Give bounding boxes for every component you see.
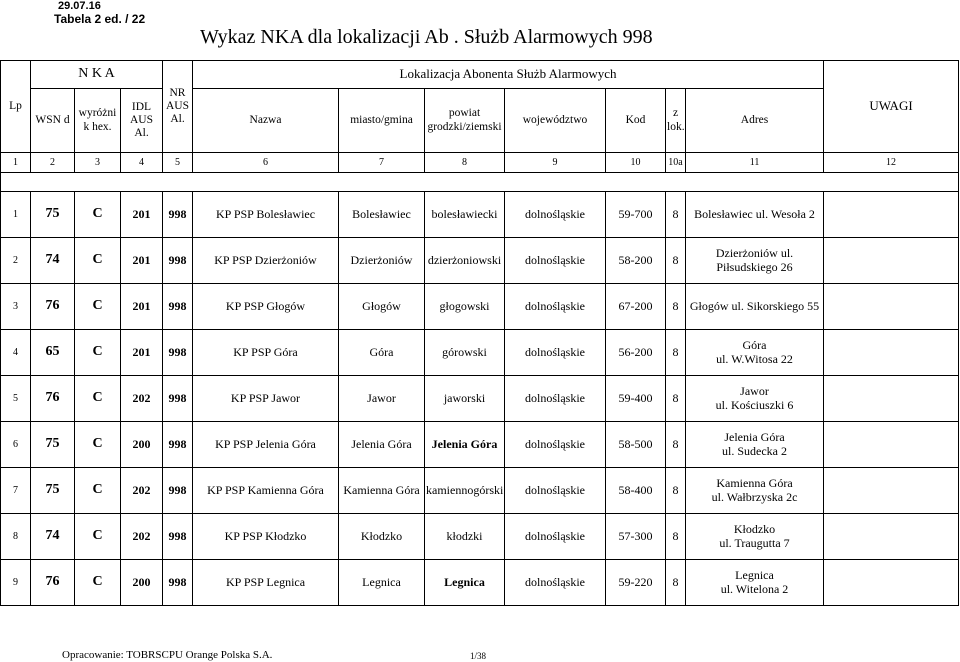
row-lp: 3 — [1, 284, 31, 330]
row-nazwa: KP PSP Jawor — [193, 376, 339, 422]
row-wojewodztwo: dolnośląskie — [505, 238, 606, 284]
page-title: Wykaz NKA dla lokalizacji Ab . Służb Alarmowych 998 — [200, 26, 653, 48]
row-adres — [686, 330, 824, 376]
row-zlok: 8 — [666, 376, 686, 422]
row-nazwa: KP PSP Dzierżoniów — [193, 238, 339, 284]
row-kod: 59-220 — [606, 560, 666, 606]
row-powiat: jaworski — [425, 376, 505, 422]
column-number: 12 — [824, 153, 959, 173]
row-nazwa: KP PSP Bolesławiec — [193, 192, 339, 238]
footer-prepared: Opracowanie: TOBRSCPU Orange Polska S.A. — [62, 649, 273, 661]
row-kod: 58-200 — [606, 238, 666, 284]
row-wsn: 74 — [31, 514, 75, 560]
row-nr: 998 — [163, 560, 193, 606]
row-uwagi — [824, 330, 959, 376]
row-wyrozni: C — [75, 468, 121, 514]
row-powiat: kamiennogórski — [425, 468, 505, 514]
row-miasto: Jelenia Góra — [339, 422, 425, 468]
row-uwagi — [824, 376, 959, 422]
table-row — [1, 376, 959, 422]
row-nazwa: KP PSP Góra — [193, 330, 339, 376]
column-number: 5 — [163, 153, 193, 173]
row-miasto: Bolesławiec — [339, 192, 425, 238]
row-wyrozni: C — [75, 376, 121, 422]
row-nr: 998 — [163, 330, 193, 376]
row-miasto: Legnica — [339, 560, 425, 606]
row-zlok: 8 — [666, 284, 686, 330]
row-adres-line1: Jelenia Góra — [724, 429, 785, 444]
row-nazwa: KP PSP Głogów — [193, 284, 339, 330]
page-number: 1/38 — [470, 651, 487, 661]
row-adres — [686, 560, 824, 606]
row-wyrozni: C — [75, 514, 121, 560]
document-date: 29.07.16 — [58, 0, 101, 12]
header-nr: NR AUS Al. — [163, 61, 193, 153]
row-wojewodztwo: dolnośląskie — [505, 514, 606, 560]
table-edition: Tabela 2 ed. / 22 — [54, 12, 146, 26]
row-wojewodztwo: dolnośląskie — [505, 560, 606, 606]
row-wsn: 75 — [31, 468, 75, 514]
row-idl: 200 — [121, 422, 163, 468]
header-kod: Kod — [606, 89, 666, 153]
header-nazwa: Nazwa — [193, 89, 339, 153]
row-lp: 5 — [1, 376, 31, 422]
row-wsn: 74 — [31, 238, 75, 284]
row-kod: 58-500 — [606, 422, 666, 468]
row-idl: 201 — [121, 330, 163, 376]
row-wyrozni: C — [75, 422, 121, 468]
row-wsn: 65 — [31, 330, 75, 376]
row-wsn: 76 — [31, 284, 75, 330]
row-wojewodztwo: dolnośląskie — [505, 284, 606, 330]
row-zlok: 8 — [666, 238, 686, 284]
row-lp: 7 — [1, 468, 31, 514]
row-nazwa: KP PSP Jelenia Góra — [193, 422, 339, 468]
row-miasto: Góra — [339, 330, 425, 376]
row-adres-line1: Kamienna Góra — [716, 475, 793, 490]
header-nka: N K A — [31, 61, 163, 89]
row-miasto: Głogów — [339, 284, 425, 330]
row-nazwa: KP PSP Kamienna Góra — [193, 468, 339, 514]
column-number: 10 — [606, 153, 666, 173]
row-adres-line1: Góra — [742, 337, 767, 352]
row-idl: 201 — [121, 192, 163, 238]
row-miasto: Dzierżoniów — [339, 238, 425, 284]
row-adres-line2: ul. W.Witosa 22 — [716, 351, 793, 366]
row-wojewodztwo: dolnośląskie — [505, 422, 606, 468]
row-adres-line2: ul. Witelona 2 — [720, 581, 789, 596]
row-adres-line2: ul. Kościuszki 6 — [715, 397, 794, 412]
column-number-row — [1, 153, 959, 173]
row-adres — [686, 192, 824, 238]
row-wojewodztwo: dolnośląskie — [505, 376, 606, 422]
table-row — [1, 330, 959, 376]
column-number: 10a — [666, 153, 686, 173]
row-uwagi — [824, 422, 959, 468]
column-number: 11 — [686, 153, 824, 173]
row-zlok: 8 — [666, 330, 686, 376]
row-kod: 57-300 — [606, 514, 666, 560]
column-number: 9 — [505, 153, 606, 173]
header-uwagi: UWAGI — [824, 61, 959, 153]
header-wsn: WSN d — [31, 89, 75, 153]
row-kod: 59-400 — [606, 376, 666, 422]
row-adres — [686, 514, 824, 560]
row-nr: 998 — [163, 514, 193, 560]
row-nazwa: KP PSP Kłodzko — [193, 514, 339, 560]
row-powiat: bolesławiecki — [425, 192, 505, 238]
row-adres — [686, 468, 824, 514]
row-adres-line2: ul. Traugutta 7 — [719, 535, 790, 550]
row-lp: 9 — [1, 560, 31, 606]
row-wyrozni: C — [75, 192, 121, 238]
row-kod: 58-400 — [606, 468, 666, 514]
row-nr: 998 — [163, 422, 193, 468]
table-row — [1, 422, 959, 468]
row-adres-line2: Piłsudskiego 26 — [716, 259, 793, 274]
row-powiat: górowski — [425, 330, 505, 376]
column-number: 1 — [1, 153, 31, 173]
row-wojewodztwo: dolnośląskie — [505, 330, 606, 376]
row-nr: 998 — [163, 376, 193, 422]
row-adres-line1: Legnica — [735, 567, 774, 582]
column-number: 6 — [193, 153, 339, 173]
row-powiat: kłodzki — [425, 514, 505, 560]
header-adres: Adres — [686, 89, 824, 153]
row-zlok: 8 — [666, 192, 686, 238]
table-row — [1, 514, 959, 560]
row-nr: 998 — [163, 468, 193, 514]
row-kod: 59-700 — [606, 192, 666, 238]
row-adres-line1: Kłodzko — [733, 521, 776, 536]
row-kod: 67-200 — [606, 284, 666, 330]
row-idl: 201 — [121, 284, 163, 330]
row-adres — [686, 376, 824, 422]
header-idl: IDL AUS Al. — [121, 89, 163, 153]
row-zlok: 8 — [666, 514, 686, 560]
row-wyrozni: C — [75, 238, 121, 284]
row-spacer — [1, 173, 959, 192]
row-miasto: Kamienna Góra — [339, 468, 425, 514]
row-wsn: 76 — [31, 560, 75, 606]
row-uwagi — [824, 468, 959, 514]
column-number: 8 — [425, 153, 505, 173]
row-zlok: 8 — [666, 468, 686, 514]
row-zlok: 8 — [666, 560, 686, 606]
row-wojewodztwo: dolnośląskie — [505, 468, 606, 514]
row-wsn: 76 — [31, 376, 75, 422]
row-zlok: 8 — [666, 422, 686, 468]
row-uwagi — [824, 238, 959, 284]
table-row — [1, 238, 959, 284]
row-powiat: Legnica — [425, 560, 505, 606]
nka-table — [0, 60, 959, 606]
row-powiat: głogowski — [425, 284, 505, 330]
row-nazwa: KP PSP Legnica — [193, 560, 339, 606]
row-adres-line1: Głogów ul. Sikorskiego 55 — [689, 298, 820, 313]
row-adres — [686, 284, 824, 330]
row-adres-line1: Bolesławiec ul. Wesoła 2 — [694, 206, 815, 221]
table-row — [1, 284, 959, 330]
header-zlok: z lok. — [666, 89, 686, 153]
row-wojewodztwo: dolnośląskie — [505, 192, 606, 238]
row-wsn: 75 — [31, 422, 75, 468]
row-wyrozni: C — [75, 284, 121, 330]
row-lp: 4 — [1, 330, 31, 376]
header-lokalizacja: Lokalizacja Abonenta Służb Alarmowych — [193, 61, 824, 89]
row-kod: 56-200 — [606, 330, 666, 376]
row-adres-line2: ul. Sudecka 2 — [722, 443, 787, 458]
row-adres-line1: Jawor — [740, 383, 769, 398]
row-idl: 202 — [121, 468, 163, 514]
row-nr: 998 — [163, 284, 193, 330]
row-idl: 202 — [121, 514, 163, 560]
row-miasto: Jawor — [339, 376, 425, 422]
row-uwagi — [824, 514, 959, 560]
row-uwagi — [824, 284, 959, 330]
row-adres — [686, 422, 824, 468]
row-idl: 200 — [121, 560, 163, 606]
row-nr: 998 — [163, 192, 193, 238]
row-idl: 202 — [121, 376, 163, 422]
row-adres — [686, 238, 824, 284]
row-lp: 8 — [1, 514, 31, 560]
row-wyrozni: C — [75, 560, 121, 606]
row-adres-line2: ul. Wałbrzyska 2c — [711, 489, 798, 504]
row-uwagi — [824, 560, 959, 606]
header-miasto: miasto/gmina — [339, 89, 425, 153]
row-wsn: 75 — [31, 192, 75, 238]
row-nr: 998 — [163, 238, 193, 284]
column-number: 3 — [75, 153, 121, 173]
row-powiat: dzierżoniowski — [425, 238, 505, 284]
column-number: 4 — [121, 153, 163, 173]
row-idl: 201 — [121, 238, 163, 284]
row-powiat: Jelenia Góra — [425, 422, 505, 468]
header-wyrozni: wyróżni k hex. — [75, 89, 121, 153]
column-number: 7 — [339, 153, 425, 173]
row-lp: 2 — [1, 238, 31, 284]
table-row — [1, 192, 959, 238]
header-lp: Lp — [1, 61, 31, 153]
row-lp: 1 — [1, 192, 31, 238]
row-wyrozni: C — [75, 330, 121, 376]
table-row — [1, 468, 959, 514]
table-row — [1, 560, 959, 606]
header-powiat: powiat grodzki/ziemski — [425, 89, 505, 153]
row-uwagi — [824, 192, 959, 238]
header-wojewodztwo: województwo — [505, 89, 606, 153]
row-miasto: Kłodzko — [339, 514, 425, 560]
row-adres-line1: Dzierżoniów ul. — [715, 245, 794, 260]
column-number: 2 — [31, 153, 75, 173]
row-lp: 6 — [1, 422, 31, 468]
